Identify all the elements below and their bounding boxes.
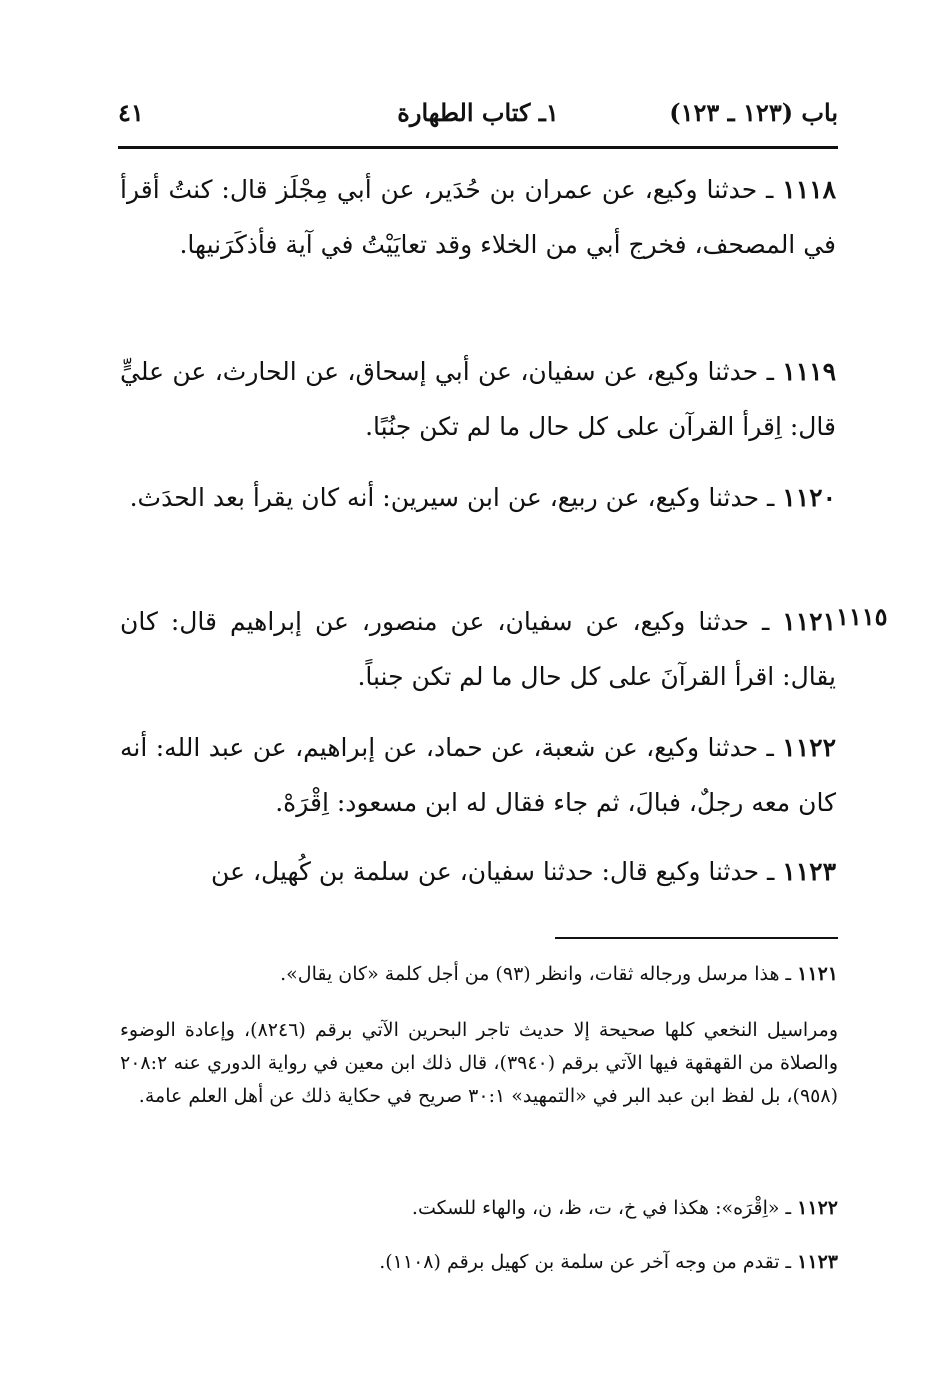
hadith-entry [120, 470, 836, 525]
hadith-number: ١١٢٠ [782, 483, 836, 512]
footnote-number: ١١٢٢ [797, 1197, 838, 1219]
footnote [120, 958, 838, 991]
hadith-number: ١١٢١ [782, 607, 836, 636]
hadith-text: ـ حدثنا وكيع، عن سفيان، عن أبي إسحاق، عن الحارث، عن عليٍّ قال: اِقرأ القرآن على كل حال ما لم تكن جنُبًا. [120, 357, 836, 441]
book-title: ١ـ كتاب الطهارة [397, 98, 559, 127]
hadith-entry [120, 720, 836, 830]
hadith-text: ـ حدثنا وكيع قال: حدثنا سفيان، عن سلمة بن كُهيل، عن [211, 857, 783, 886]
footnote-text: ـ «اِقْرَه»: هكذا في خ، ت، ظ، ن، والهاء للسكت. [411, 1197, 798, 1219]
hadith-number: ١١٢٢ [782, 733, 836, 762]
footnote-text: ـ هذا مرسل ورجاله ثقات، وانظر (٩٣) من أجل كلمة «كان يقال». [280, 963, 798, 985]
hadith-entry [120, 344, 836, 454]
hadith-number: ١١١٨ [782, 175, 836, 204]
hadith-entry [120, 844, 836, 899]
footnote-text: ومراسيل النخعي كلها صحيحة إلا حديث تاجر البحرين الآتي برقم (٨٢٤٦)، وإعادة الوضوء والصلاة من القهقهة فيها الآتي برقم (٣٩٤٠)، قال ذلك ابن معين في رواية الدوري عنه ٢٠٨:٢ (٩٥٨)، بل لفظ ابن عبد البر في «التمهيد» ٣٠:١ صريح في حكاية ذلك عن أهل العلم عامة. [120, 1019, 839, 1107]
hadith-number: ١١١٩ [782, 357, 836, 386]
footnote [120, 1192, 838, 1225]
header-divider [118, 146, 838, 149]
hadith-text: ـ حدثنا وكيع، عن عمران بن حُدَير، عن أبي مِجْلَز قال: كنتُ أقرأ في المصحف، فخرج أبي من الخلاء وقد تعايَيْتُ في آية فأذكَرَنيها. [120, 175, 836, 259]
footnote-number: ١١٢١ [797, 963, 838, 985]
hadith-number: ١١٢٣ [782, 857, 836, 886]
hadith-entry [120, 594, 836, 704]
running-header [118, 92, 838, 140]
hadith-text: ـ حدثنا وكيع، عن سفيان، عن منصور، عن إبراهيم قال: كان يقال: اقرأ القرآنَ على كل حال ما لم تكن جنباً. [120, 607, 836, 691]
footnote-number: ١١٢٣ [797, 1251, 838, 1273]
footnote [120, 1014, 838, 1113]
footnote-divider [555, 937, 838, 939]
hadith-text: ـ حدثنا وكيع، عن ربيع، عن ابن سيرين: أنه كان يقرأ بعد الحدَث. [129, 483, 783, 512]
footnote-text: ـ تقدم من وجه آخر عن سلمة بن كهيل برقم (١١٠٨). [379, 1251, 798, 1273]
footnote [120, 1246, 838, 1279]
page-number: ٤١ [118, 98, 144, 127]
hadith-entry [120, 162, 836, 272]
hadith-text: ـ حدثنا وكيع، عن شعبة، عن حماد، عن إبراهيم، عن عبد الله: أنه كان معه رجلٌ، فبالَ، ثم جاء فقال له ابن مسعود: اِقْرَهْ. [120, 733, 836, 817]
margin-reference-number: ١١١٥ [836, 602, 888, 631]
chapter-title: باب (١٢٣ ـ ١٢٣) [669, 98, 838, 127]
